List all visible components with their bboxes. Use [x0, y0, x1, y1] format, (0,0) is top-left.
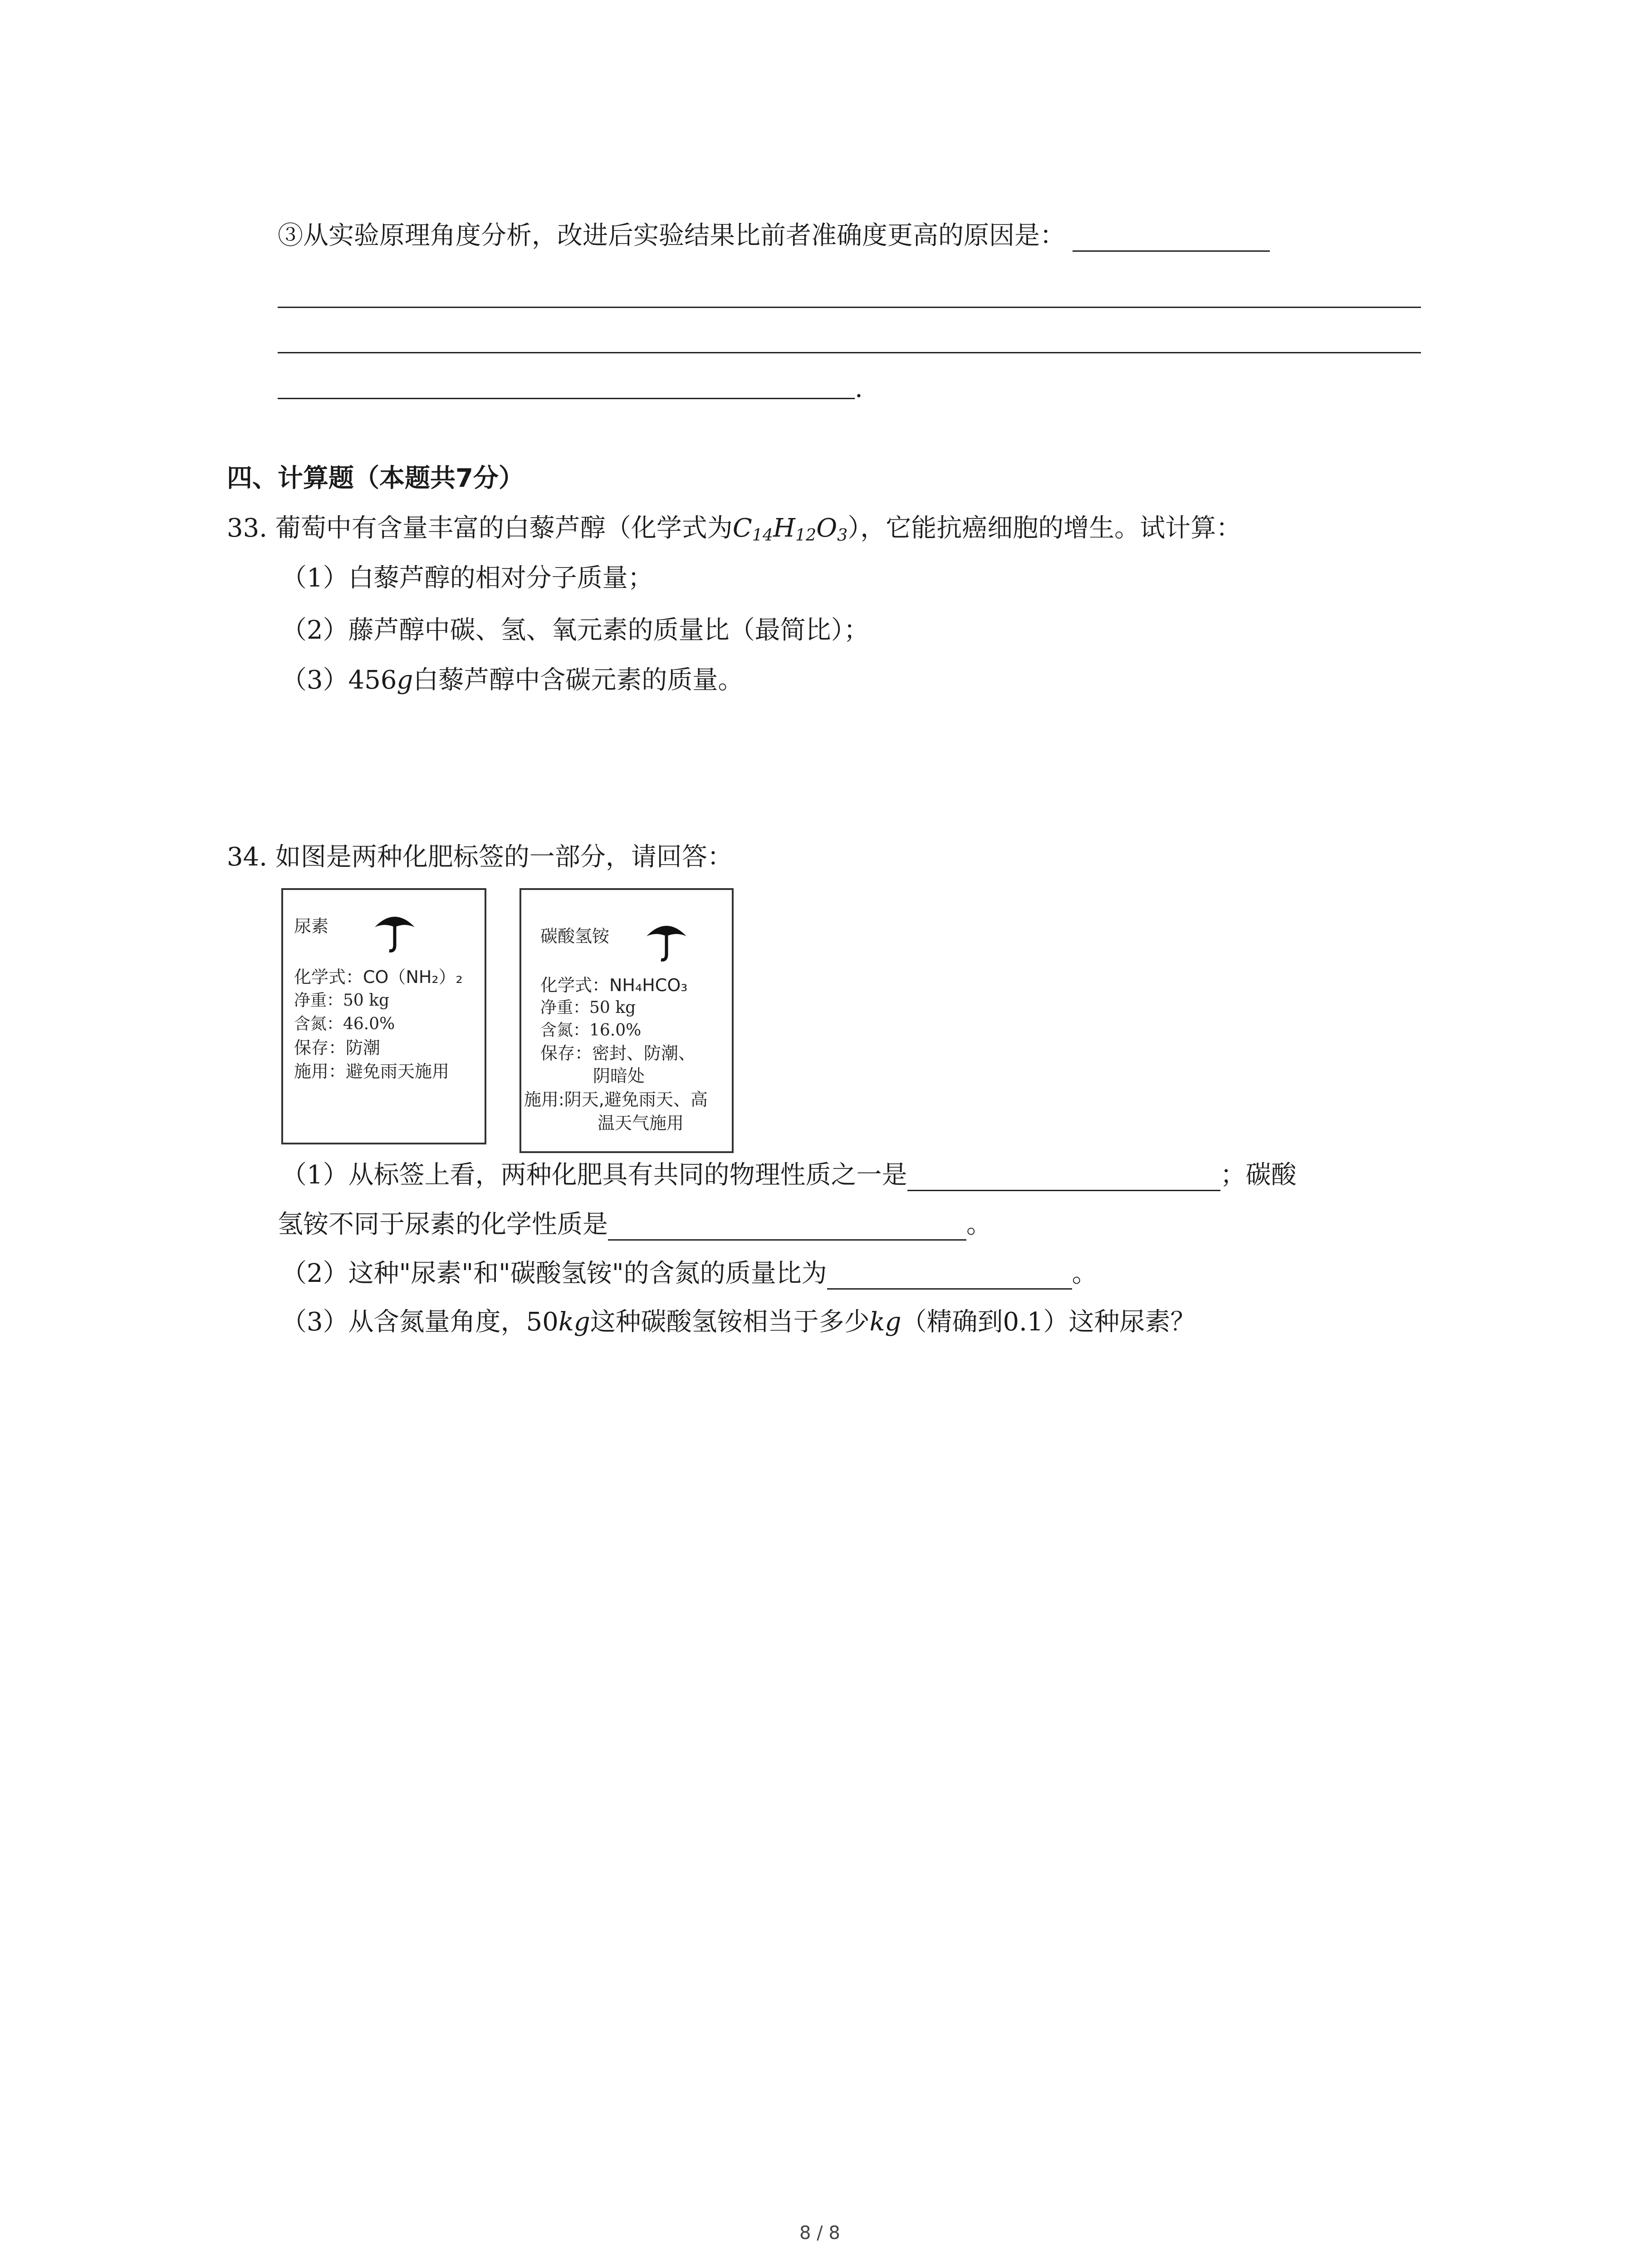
- umbrella-icon: [644, 918, 689, 963]
- answer-blank[interactable]: [827, 1263, 1072, 1290]
- question-number: 34.: [227, 842, 268, 872]
- q34-sub1: （1）从标签上看，两种化肥具有共同的物理性质之一是 ；碳酸: [281, 1159, 1297, 1191]
- q33-sub1: （1）白藜芦醇的相对分子质量；: [281, 563, 653, 593]
- section-title: 四、计算题（本题共7分）: [227, 464, 524, 493]
- label-usage-cont: 温天气施用: [598, 1113, 684, 1133]
- q32-part3-prompt: ③从实验原理角度分析，改进后实验结果比前者准确度更高的原因是：: [278, 220, 1270, 252]
- label-name: 碳酸氢铵: [540, 926, 610, 946]
- page-number: 8 / 8: [799, 2223, 840, 2244]
- q34-sub1-cont: 氢铵不同于尿素的化学性质是 。: [278, 1209, 992, 1241]
- q34-stem: 34. 如图是两种化肥标签的一部分，请回答：: [227, 842, 733, 872]
- answer-line[interactable]: [278, 307, 1421, 308]
- label-weight: 净重：50 kg: [294, 991, 390, 1010]
- answer-blank[interactable]: [608, 1214, 966, 1241]
- answer-line[interactable]: [278, 398, 855, 399]
- q33-sub3: （3）456g白藜芦醇中含碳元素的质量。: [281, 665, 744, 695]
- answer-line[interactable]: [278, 352, 1421, 353]
- answer-end-period: .: [855, 374, 863, 403]
- label-usage: 施用：避免雨天施用: [294, 1061, 450, 1081]
- label-storage: 保存：防潮: [294, 1038, 381, 1058]
- label-nitrogen: 含氮：16.0%: [540, 1021, 642, 1040]
- label-storage-cont: 阴暗处: [593, 1066, 645, 1086]
- q34-sub2: （2）这种"尿素"和"碳酸氢铵"的含氮的质量比为 。: [281, 1258, 1097, 1290]
- answer-blank[interactable]: [907, 1164, 1220, 1191]
- label-formula: 化学式：CO（NH₂）₂: [294, 967, 463, 987]
- label-storage: 保存：密封、防潮、: [540, 1043, 696, 1063]
- q34-sub3: （3）从含氮量角度，50kg这种碳酸氢铵相当于多少kg（精确到0.1）这种尿素？: [281, 1307, 1196, 1337]
- label-nitrogen: 含氮：46.0%: [294, 1015, 395, 1033]
- label-formula: 化学式：NH₄HCO₃: [540, 975, 688, 995]
- umbrella-icon: [372, 909, 417, 954]
- q33-sub2: （2）藤芦醇中碳、氢、氧元素的质量比（最简比）；: [281, 616, 869, 645]
- fertilizer-label-ammonium-bicarbonate: [519, 888, 734, 1153]
- q33-stem: 33. 葡萄中有含量丰富的白藜芦醇（化学式为$C_{14}H_{12}O_3$），它能抗癌细胞的增生。试计算：: [227, 513, 1242, 545]
- fertilizer-label-urea: [281, 888, 486, 1144]
- answer-blank[interactable]: [1073, 225, 1270, 252]
- label-name: 尿素: [294, 916, 329, 936]
- chemical-formula: $C_{14}H_{12}O_3$: [732, 513, 848, 545]
- label-weight: 净重：50 kg: [540, 998, 636, 1017]
- question-number: 33.: [227, 513, 268, 543]
- label-usage: 施用:阴天,避免雨天、高: [524, 1090, 708, 1110]
